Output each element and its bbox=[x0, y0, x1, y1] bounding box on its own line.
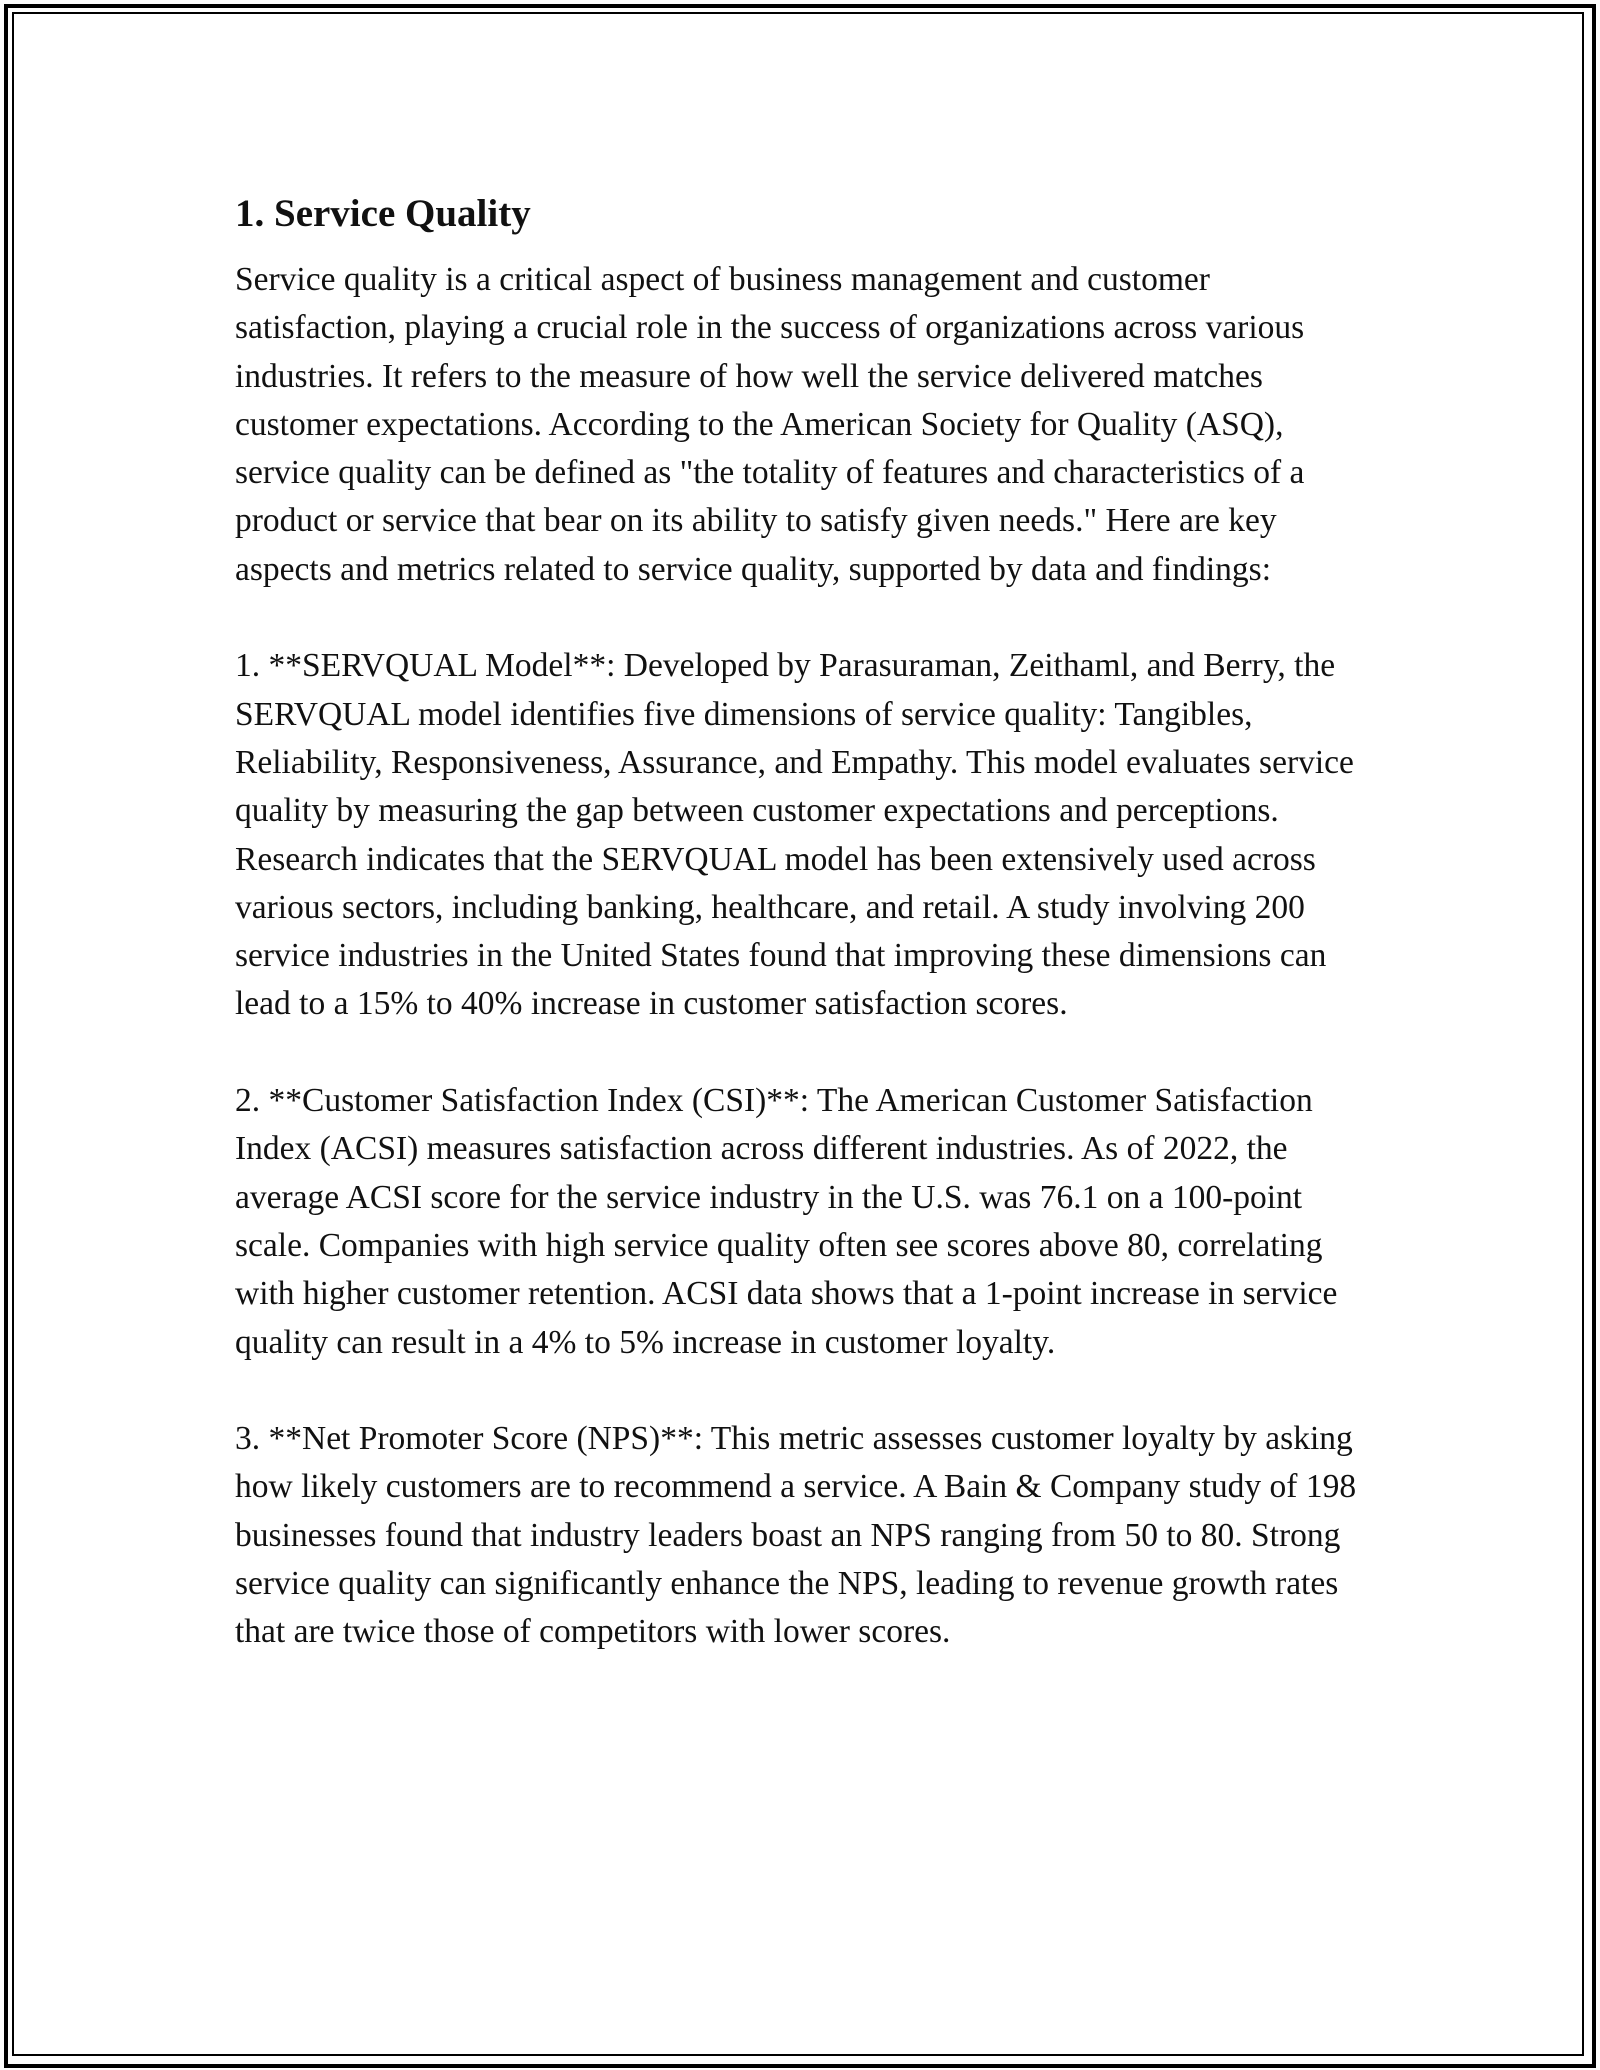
section-heading: 1. Service Quality bbox=[235, 192, 531, 235]
document-body bbox=[235, 180, 1365, 1705]
csi-paragraph: 2. **Customer Satisfaction Index (CSI)**: The American Customer Satisfaction Index (ACSI) measures satisfaction across different industries. As of 2022, the average ACSI score for the service industry in the U.S. was 76.1 on a 100-point scale. Companies with high service quality often see scores above 80, correlating with higher customer retention. ACSI data shows that a 1-point increase in service quality can result in a 4% to 5% increase in customer loyalty. bbox=[235, 1082, 1338, 1361]
servqual-paragraph: 1. **SERVQUAL Model**: Developed by Parasuraman, Zeithaml, and Berry, the SERVQUAL model identifies five dimensions of service quality: Tangibles, Reliability, Responsiveness, Assurance, and Empathy. This model evaluates service quality by measuring the gap between customer expectations and perceptions. Research indicates that the SERVQUAL model has been extensively used across various sectors, including banking, healthcare, and retail. A study involving 200 service industries in the United States found that improving these dimensions can lead to a 15% to 40% increase in customer satisfaction scores. bbox=[235, 647, 1354, 1023]
intro-paragraph: Service quality is a critical aspect of business management and customer satisfaction, playing a crucial role in the success of organizations across various industries. It refers to the measure of how well the service delivered matches customer expectations. According to the American Society for Quality (ASQ), service quality can be defined as "the totality of features and characteristics of a product or service that bear on its ability to satisfy given needs." Here are key aspects and metrics related to service quality, supported by data and findings: bbox=[235, 261, 1305, 588]
nps-paragraph: 3. **Net Promoter Score (NPS)**: This metric assesses customer loyalty by asking how likely customers are to recommend a service. A Bain & Company study of 198 businesses found that industry leaders boast an NPS ranging from 50 to 80. Strong service quality can significantly enhance the NPS, leading to revenue growth rates that are twice those of competitors with lower scores. bbox=[235, 1420, 1357, 1651]
